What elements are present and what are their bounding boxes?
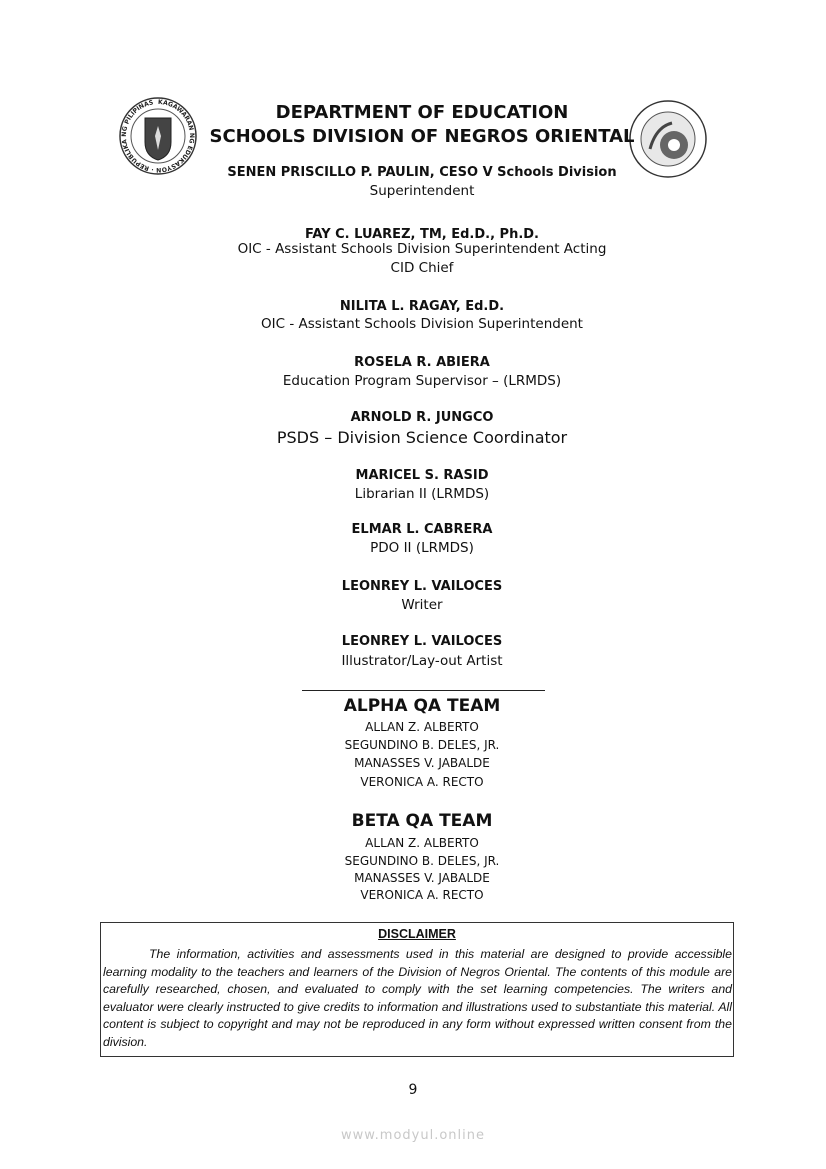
beta-qa-title: BETA QA TEAM — [351, 811, 493, 831]
staff-role: PDO II (LRMDS) — [370, 540, 474, 556]
header-division: SCHOOLS DIVISION OF NEGROS ORIENTAL — [209, 126, 635, 147]
alpha-member: SEGUNDINO B. DELES, JR. — [344, 738, 500, 752]
staff-role: Superintendent — [369, 183, 475, 199]
staff-role: CID Chief — [390, 260, 454, 276]
disclaimer-box — [100, 922, 734, 1057]
staff-role: PSDS – Division Science Coordinator — [276, 428, 568, 447]
staff-role: Education Program Supervisor – (LRMDS) — [282, 373, 562, 389]
staff-role: OIC - Assistant Schools Division Superintendent Acting — [237, 241, 607, 257]
divider — [302, 690, 545, 691]
disclaimer-title: DISCLAIMER — [378, 927, 456, 941]
staff-name: ROSELA R. ABIERA — [354, 355, 490, 370]
left-seal-text-path: KAGAWARAN NG EDUKASYON · REPUBLIKA NG PILIPINAS — [120, 98, 196, 174]
staff-role: Librarian II (LRMDS) — [354, 486, 490, 502]
staff-name: SENEN PRISCILLO P. PAULIN, CESO V Schools Division — [227, 165, 617, 180]
alpha-member: ALLAN Z. ALBERTO — [365, 720, 479, 734]
staff-role: OIC - Assistant Schools Division Superintendent — [261, 316, 583, 332]
beta-member: SEGUNDINO B. DELES, JR. — [344, 854, 500, 868]
staff-name: LEONREY L. VAILOCES — [341, 634, 503, 649]
staff-name: MARICEL S. RASID — [355, 468, 489, 483]
staff-name: FAY C. LUAREZ, TM, Ed.D., Ph.D. — [304, 227, 539, 242]
staff-role: Illustrator/Lay-out Artist — [341, 653, 503, 669]
disclaimer-body: The information, activities and assessments used in this material are designed to provide accessible learning modality to the teachers and learners of the Division of Negros Oriental. The contents of this module are carefully researched, chosen, and evaluated to comply with the set learning competencies. The writers and evaluator were clearly instructed to give credits to information and illustrations used to substantiate this material. All content is subject to copyright and may not be reproduced in any form without expressed written consent from the division. — [103, 947, 732, 1049]
watermark: www.modyul.online — [340, 1128, 486, 1143]
page-number: 9 — [408, 1082, 418, 1098]
staff-name: ELMAR L. CABRERA — [351, 522, 493, 537]
beta-member: MANASSES V. JABALDE — [354, 871, 490, 885]
staff-name: ARNOLD R. JUNGCO — [350, 410, 494, 425]
staff-role: Writer — [401, 597, 443, 613]
alpha-member: VERONICA A. RECTO — [360, 775, 484, 789]
beta-member: ALLAN Z. ALBERTO — [365, 836, 479, 850]
alpha-member: MANASSES V. JABALDE — [354, 756, 490, 770]
staff-name: NILITA L. RAGAY, Ed.D. — [339, 299, 505, 314]
header-department: DEPARTMENT OF EDUCATION — [275, 102, 569, 123]
alpha-qa-title: ALPHA QA TEAM — [343, 696, 501, 716]
beta-member: VERONICA A. RECTO — [360, 888, 484, 902]
staff-name: LEONREY L. VAILOCES — [341, 579, 503, 594]
